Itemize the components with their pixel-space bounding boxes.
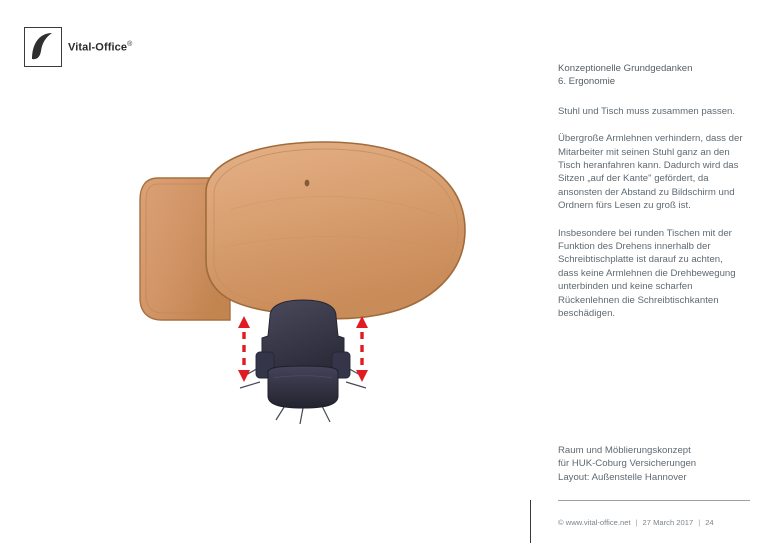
footer-horizontal-divider bbox=[558, 500, 750, 501]
footer-page-number: 24 bbox=[705, 518, 714, 527]
footer-separator-2: | bbox=[698, 518, 701, 527]
body-paragraph-1: Stuhl und Tisch muss zusammen passen. bbox=[558, 105, 736, 117]
desk-chair-drawing bbox=[110, 120, 510, 440]
footer-project-info bbox=[558, 444, 758, 484]
logo-wordmark: Vital-Office bbox=[68, 41, 128, 54]
heading-line-1: Konzeptionelle Grundgedanken bbox=[558, 63, 693, 74]
heading-line-2: 6. Ergonomie bbox=[558, 76, 616, 88]
vital-office-logo-icon bbox=[30, 31, 54, 61]
footer-copyright: © www.vital-office.net bbox=[558, 518, 631, 527]
footer-meta bbox=[558, 518, 758, 527]
footer-vertical-divider bbox=[530, 500, 531, 543]
footer-line-2: für HUK-Coburg Versicherungen bbox=[558, 458, 697, 470]
arrow-right bbox=[356, 316, 368, 382]
chair-seat bbox=[268, 366, 338, 408]
logo-registered-mark: ® bbox=[127, 41, 133, 48]
section-heading bbox=[558, 62, 744, 89]
body-paragraph-2: Übergroße Armlehnen verhindern, dass der Mitarbeiter mit seinen Stuhl ganz an den Tisch heranfahren kann. Dadurch wird das Sitzen „auf der Kante" gefördert, da ansonsten der Abstand zu Bildschirm und Ordnern fürs Lesen zu groß ist. bbox=[558, 133, 743, 212]
illustration-desk-chair bbox=[110, 120, 510, 440]
footer-line-1: Raum und Möblierungskonzept bbox=[558, 445, 691, 456]
footer-separator-1: | bbox=[635, 518, 638, 527]
body-paragraph-3: Insbesondere bei runden Tischen mit der Funktion des Drehens innerhalb der Schreibtischplatte ist darauf zu achten, dass keine Armlehnen die Drehbewegung unterbinden und keine scharfen Rückenlehnen die Schreibtischkanten beschädigen. bbox=[558, 227, 736, 320]
arrow-left bbox=[238, 316, 250, 382]
right-text-column bbox=[558, 62, 744, 335]
footer-line-3: Layout: Außenstelle Hannover bbox=[558, 471, 687, 483]
logo-text bbox=[68, 41, 132, 54]
footer-left-band bbox=[0, 503, 530, 543]
desk-top bbox=[206, 142, 465, 319]
footer-date: 27 March 2017 bbox=[642, 518, 694, 527]
logo bbox=[24, 27, 133, 67]
